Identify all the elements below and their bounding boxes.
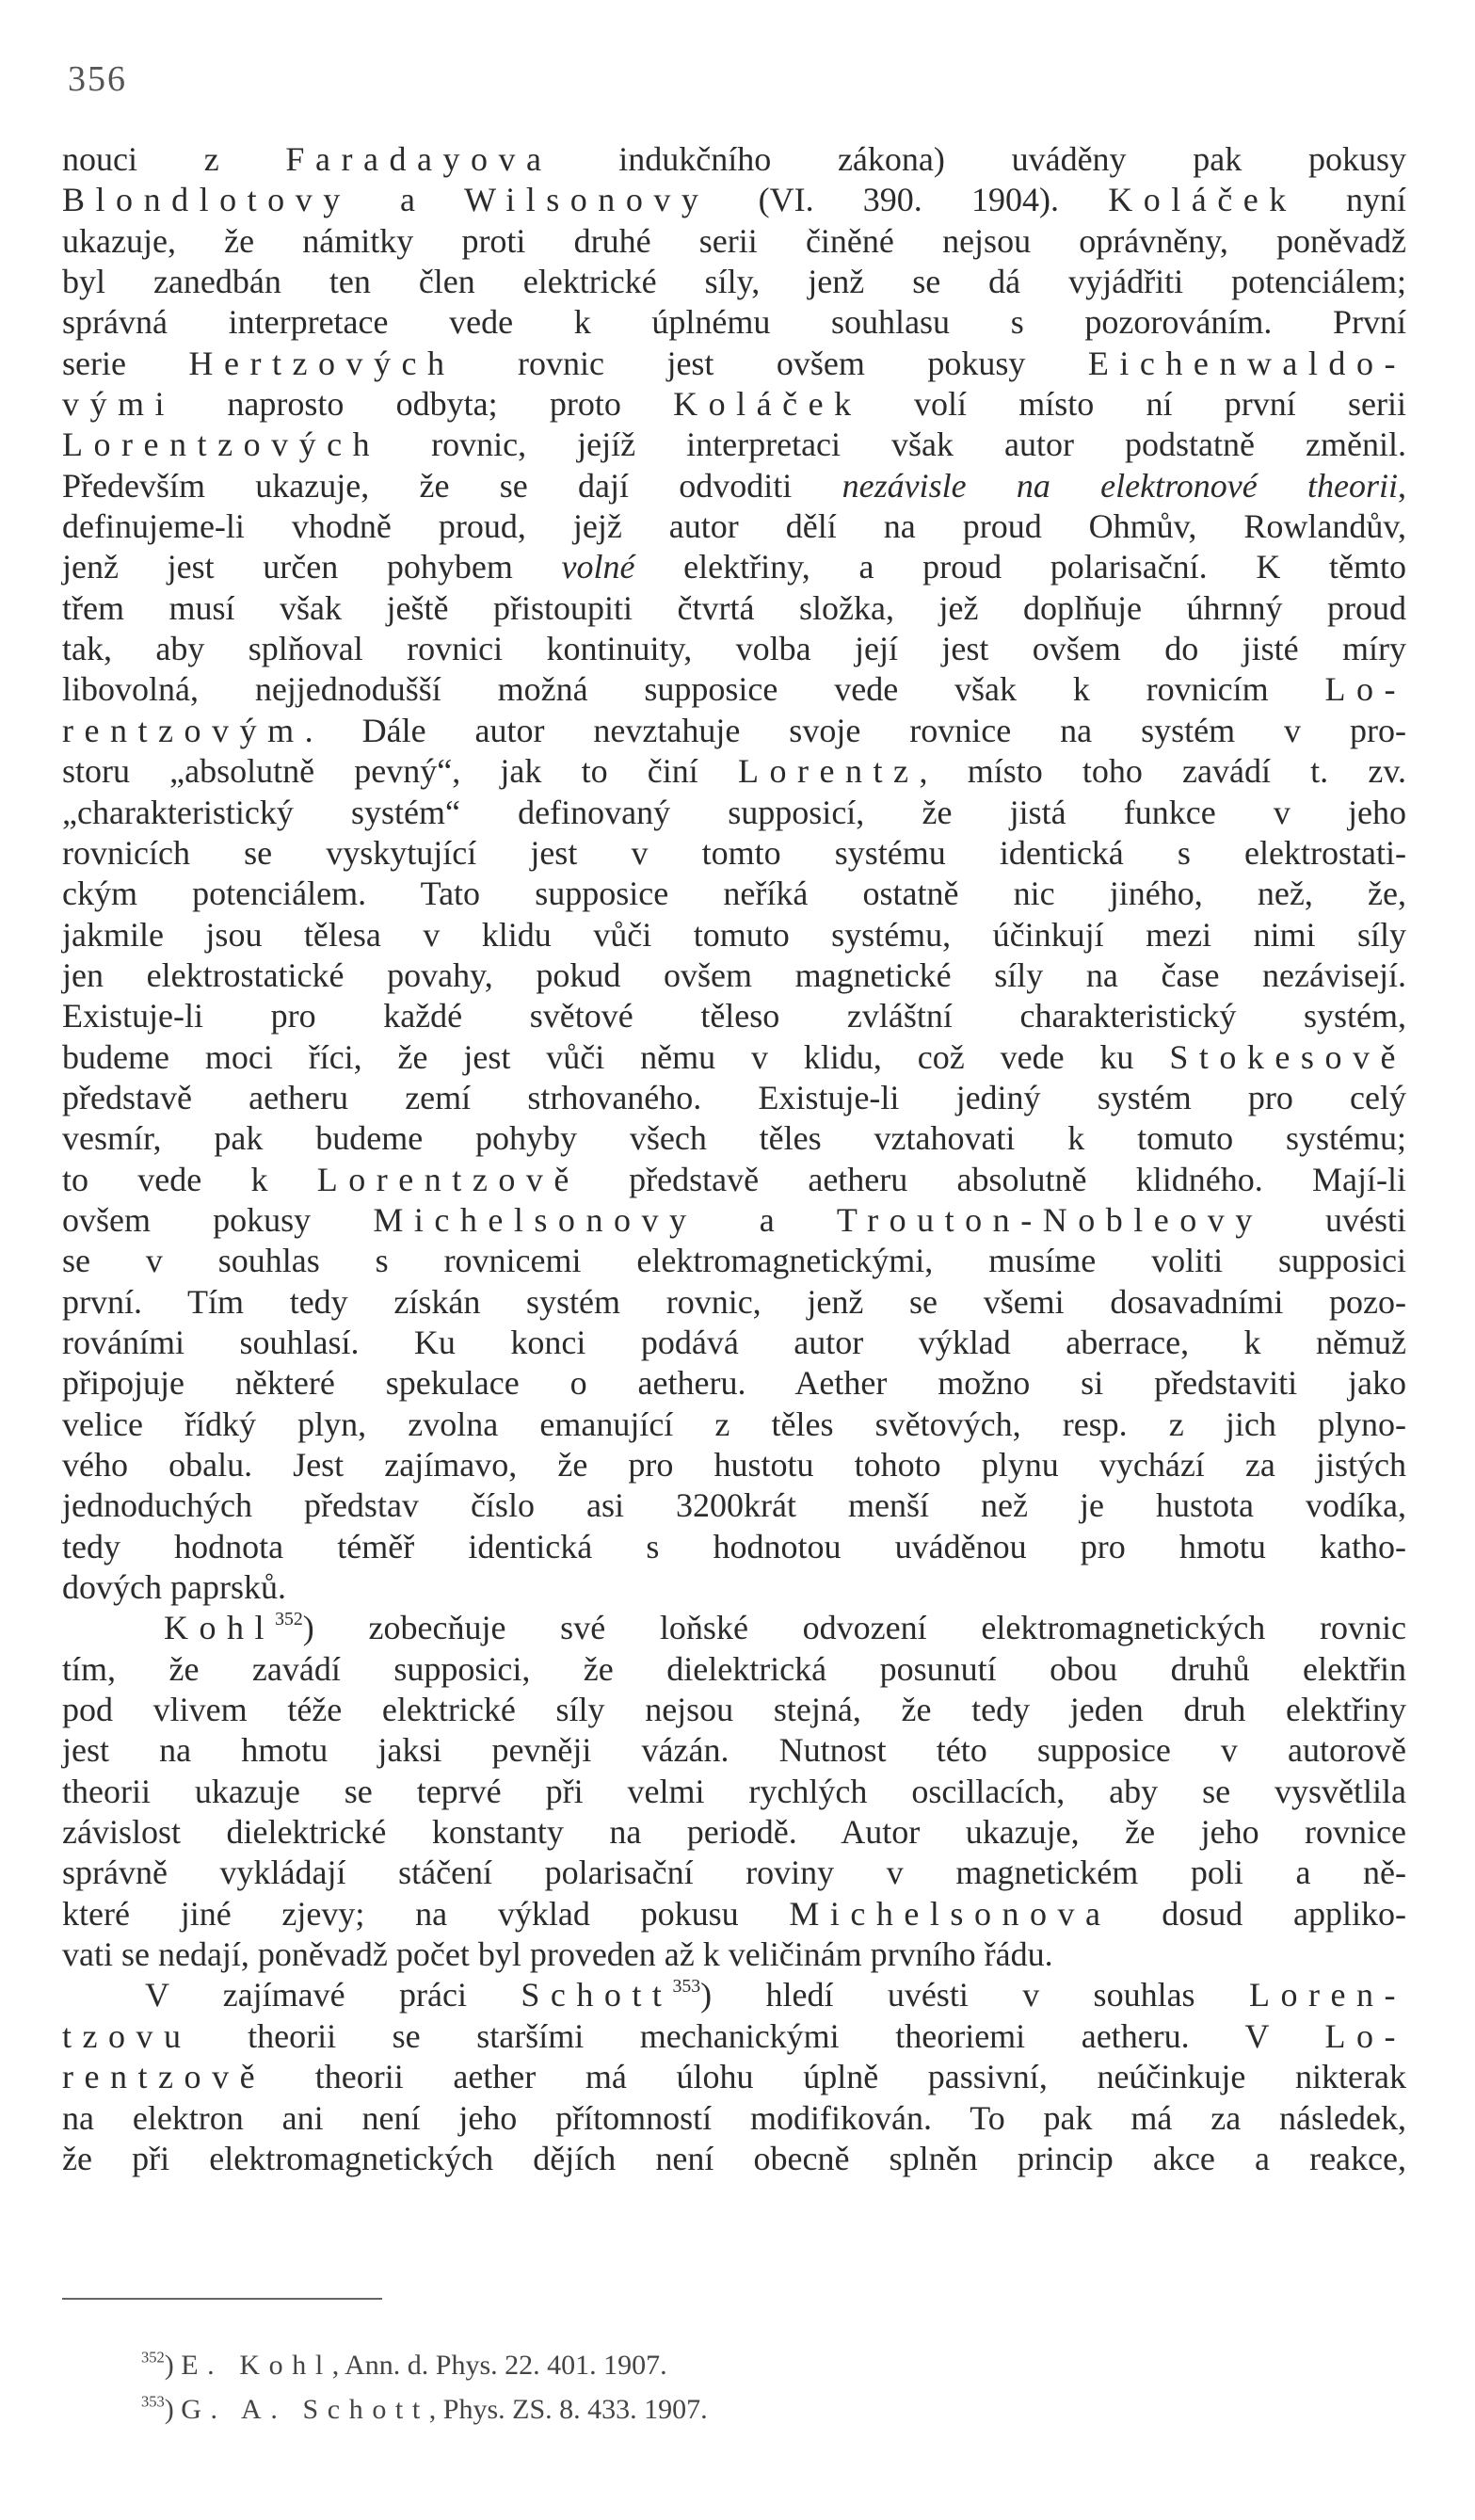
text-line: ovšem pokusy Michelsonovy a Trouton-Nobleovy uvésti bbox=[62, 1200, 1407, 1239]
text-line: jakmile jsou tělesa v klidu vůči tomuto systému, účinkují mezi nimi síly bbox=[62, 915, 1406, 954]
text-line: Lorentzových rovnic, jejíž interpretaci však autor podstatně změnil. bbox=[62, 425, 1406, 464]
text-line: rováními souhlasí. Ku konci podává autor výklad aberrace, k němuž bbox=[62, 1323, 1406, 1361]
text-line: třem musí však ještě přistoupiti čtvrtá složka, jež doplňuje úhrnný proud bbox=[62, 588, 1406, 627]
text-line: jest na hmotu jaksi pevněji vázán. Nutnost této supposice v autorově bbox=[62, 1731, 1406, 1770]
text-line: vými naprosto odbyta; proto Koláček volí místo ní první serii bbox=[62, 385, 1406, 424]
text-line: rovnicích se vyskytující jest v tomto systému identická s elektrostati- bbox=[62, 833, 1406, 872]
text-line: rentzovým. Dále autor nevztahuje svoje rovnice na systém v pro- bbox=[62, 711, 1406, 749]
text-line: pod vlivem téže elektrické síly nejsou stejná, že tedy jeden druh elektřiny bbox=[62, 1691, 1406, 1729]
text-line: theorii ukazuje se teprvé při velmi rychlých oscillacích, aby se vysvětlila bbox=[62, 1772, 1406, 1810]
text-line: storu „absolutně pevný“, jak to činí Lorentz, místo toho zavádí t. zv. bbox=[62, 752, 1406, 791]
text-line: jen elektrostatické povahy, pokud ovšem magnetické síly na čase nezávisejí. bbox=[62, 955, 1406, 994]
text-line: Blondlotovy a Wilsonovy (VI. 390. 1904). Koláček nyní bbox=[62, 181, 1406, 219]
text-line: jednoduchých představ číslo asi 3200krát menší než je hustota vodíka, bbox=[62, 1486, 1406, 1525]
text-line: tedy hodnota téměř identická s hodnotou uváděnou pro hmotu katho- bbox=[62, 1527, 1406, 1565]
footnote-divider bbox=[62, 2298, 382, 2300]
text-line: byl zanedbán ten člen elektrické síly, jenž se dá vyjádřiti potenciálem; bbox=[62, 263, 1406, 301]
footnote-ref: 352 bbox=[275, 1609, 303, 1630]
text-line: tím, že zavádí supposici, že dielektrická posunutí obou druhů elektřin bbox=[62, 1649, 1406, 1688]
text-line: vesmír, pak budeme pohyby všech těles vztahovati k tomuto systému; bbox=[62, 1119, 1406, 1158]
text-line: které jiné zjevy; na výklad pokusu Michelsonova dosud appliko- bbox=[62, 1894, 1406, 1933]
text-line: Existuje-li pro každé světové těleso zvláštní charakteristický systém, bbox=[62, 997, 1406, 1035]
text-line: se v souhlas s rovnicemi elektromagnetickými, musíme voliti supposici bbox=[62, 1242, 1406, 1280]
text-line: ukazuje, že námitky proti druhé serii činěné nejsou oprávněny, poněvadž bbox=[62, 221, 1406, 260]
text-line: připojuje některé spekulace o aetheru. Aether možno si představiti jako bbox=[62, 1364, 1406, 1403]
footnote: $^{352}$) E. Kohl, Ann. d. Phys. 22. 401. 1907. bbox=[141, 2348, 667, 2381]
text-line: nouci z Faradayova indukčního zákona) uváděny pak pokusy bbox=[62, 140, 1406, 178]
text-line: že při elektromagnetických dějích není obecně splněn princip akce a reakce, bbox=[62, 2139, 1406, 2177]
footnote-ref: 353 bbox=[672, 1976, 701, 1998]
text-line: vati se nedají, poněvadž počet byl proveden až k veličinám prvního řádu. bbox=[62, 1935, 1053, 1974]
text-line: tak, aby splňoval rovnici kontinuity, volba její jest ovšem do jisté míry bbox=[62, 630, 1406, 668]
text-line: tzovu theorii se staršími mechanickými theoriemi aetheru. V Lo- bbox=[62, 2016, 1406, 2055]
text-line: ckým potenciálem. Tato supposice neříká ostatně nic jiného, než, že, bbox=[62, 875, 1406, 913]
text-line: libovolná, nejjednodušší možná supposice vede však k rovnicím Lo- bbox=[62, 670, 1406, 709]
text-line: V zajímavé práci Schott$^{353}$) hledí uvésti v souhlas Loren- bbox=[145, 1976, 1407, 2014]
text-line: první. Tím tedy získán systém rovnic, jenž se všemi dosavadními pozo- bbox=[62, 1282, 1406, 1321]
text-line: definujeme-li vhodně proud, jejž autor dělí na proud Ohmův, Rowlandův, bbox=[62, 507, 1406, 546]
text-line: Především ukazuje, že se dají odvoditi nezávisle na elektronové theorii, bbox=[62, 466, 1406, 505]
text-line: budeme moci říci, že jest vůči němu v klidu, což vede ku Stokesově bbox=[62, 1037, 1406, 1076]
footnote: $^{353}$) G. A. Schott, Phys. ZS. 8. 433. 1907. bbox=[141, 2392, 708, 2425]
text-line: velice řídký plyn, zvolna emanující z těles světových, resp. z jich plyno- bbox=[62, 1404, 1406, 1443]
text-line: závislost dielektrické konstanty na periodě. Autor ukazuje, že jeho rovnice bbox=[62, 1813, 1406, 1852]
text-line: Kohl$^{352}$) zobecňuje své loňské odvození elektromagnetických rovnic bbox=[164, 1609, 1406, 1647]
text-line: na elektron ani není jeho přítomností modifikován. To pak má za následek, bbox=[62, 2098, 1406, 2137]
text-line: představě aetheru zemí strhovaného. Existuje-li jediný systém pro celý bbox=[62, 1078, 1406, 1116]
text-line: vého obalu. Jest zajímavo, že pro hustotu tohoto plynu vychází za jistých bbox=[62, 1446, 1406, 1484]
page-number: 356 bbox=[68, 59, 127, 99]
text-line: to vede k Lorentzově představě aetheru absolutně klidného. Mají-li bbox=[62, 1160, 1406, 1198]
text-line: správná interpretace vede k úplnému souhlasu s pozorováním. První bbox=[62, 303, 1406, 342]
text-line: správně vykládají stáčení polarisační roviny v magnetickém poli a ně- bbox=[62, 1854, 1406, 1892]
text-line: dových paprsků. bbox=[62, 1568, 286, 1607]
text-line: jenž jest určen pohybem volné elektřiny, a proud polarisační. K těmto bbox=[62, 548, 1406, 586]
text-line: rentzově theorii aether má úlohu úplně passivní, neúčinkuje nikterak bbox=[62, 2058, 1406, 2096]
body-text bbox=[62, 139, 1406, 2179]
text-line: serie Hertzových rovnic jest ovšem pokusy Eichenwaldo- bbox=[62, 344, 1406, 382]
text-line: „charakteristický systém“ definovaný supposicí, že jistá funkce v jeho bbox=[62, 793, 1406, 831]
